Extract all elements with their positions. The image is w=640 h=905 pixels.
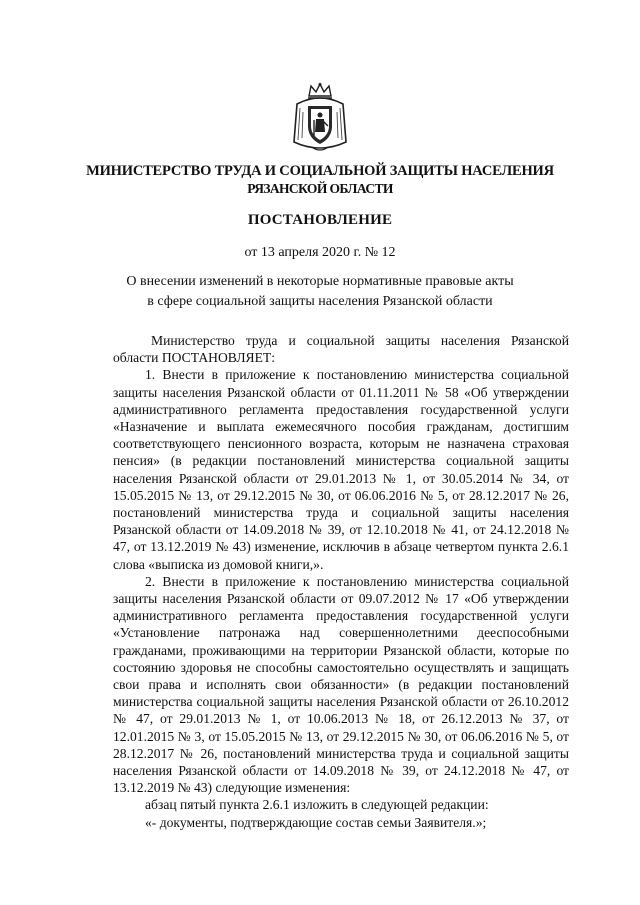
coat-of-arms-icon (291, 82, 349, 154)
ministry-title-line2: РЯЗАНСКОЙ ОБЛАСТИ (247, 181, 393, 196)
item-2-paragraph: 2. Внести в приложение к постановлению министерства социальной защиты населения Рязанской области от 09.07.2012 № 17 «Об утверждении административного регламента предоставления государственной услуги «Установление патронажа над совершеннолетними дееспособными гражданами, проживающими на территории Рязанской области, которые по состоянию здоровья не способны самостоятельно осуществлять и защищать свои права и исполнять свои обязанности» (в редакции постановлений министерства социальной защиты населения Рязанской области от 26.10.2012 № 47, от 29.01.2013 № 1, от 10.06.2013 № 18, от 26.12.2013 № 37, от 12.01.2015 № 3, от 15.05.2015 № 13, от 29.12.2015 № 30, от 06.06.2016 № 5, от 28.12.2017 № 26, постановлений министерства труда и социальной защиты населения Рязанской области от 14.09.2018 № 39, от 24.12.2018 № 47, от 13.12.2019 № 43) следующие изменения: (113, 573, 569, 796)
document-body (113, 332, 569, 831)
document-date-number: от 13 апреля 2020 г. № 12 (244, 245, 396, 260)
document-subject (80, 272, 560, 312)
preamble-paragraph: Министерство труда и социальной защиты населения Рязанской области ПОСТАНОВЛЯЕТ: (113, 333, 569, 366)
subject-line1: О внесении изменений в некоторые нормативные правовые акты (126, 274, 514, 289)
item-2-subparagraph-a: абзац пятый пункта 2.6.1 изложить в следующей редакции: (145, 797, 489, 813)
item-2-subparagraph-b: «- документы, подтверждающие состав семьи Заявителя.»; (145, 814, 487, 830)
ministry-title-line1: МИНИСТЕРСТВО ТРУДА И СОЦИАЛЬНОЙ ЗАЩИТЫ НАСЕЛЕНИЯ (86, 163, 554, 179)
item-1-paragraph: 1. Внести в приложение к постановлению министерства социальной защиты населения Рязанской области от 01.11.2011 № 58 «Об утверждении административного регламента предоставления государственной услуги «Назначение и выплата ежемесячного пособия гражданам, достигшим соответствующего пенсионного возраста, которым не назначена страховая пенсия» (в редакции постановлений министерства социальной защиты населения Рязанской области от 29.01.2013 № 1, от 30.05.2014 № 34, от 15.05.2015 № 13, от 29.12.2015 № 30, от 06.06.2016 № 5, от 28.12.2017 № 26, постановлений министерства труда и социальной защиты населения Рязанской области от 14.09.2018 № 39, от 12.10.2018 № 41, от 24.12.2018 № 47, от 13.12.2019 № 43) изменение, исключив в абзаце четвертом пункта 2.6.1 слова «выписка из домовой книги,». (113, 367, 569, 572)
subject-line2: в сфере социальной защиты населения Рязанской области (147, 294, 493, 309)
document-type: ПОСТАНОВЛЕНИЕ (247, 212, 393, 228)
